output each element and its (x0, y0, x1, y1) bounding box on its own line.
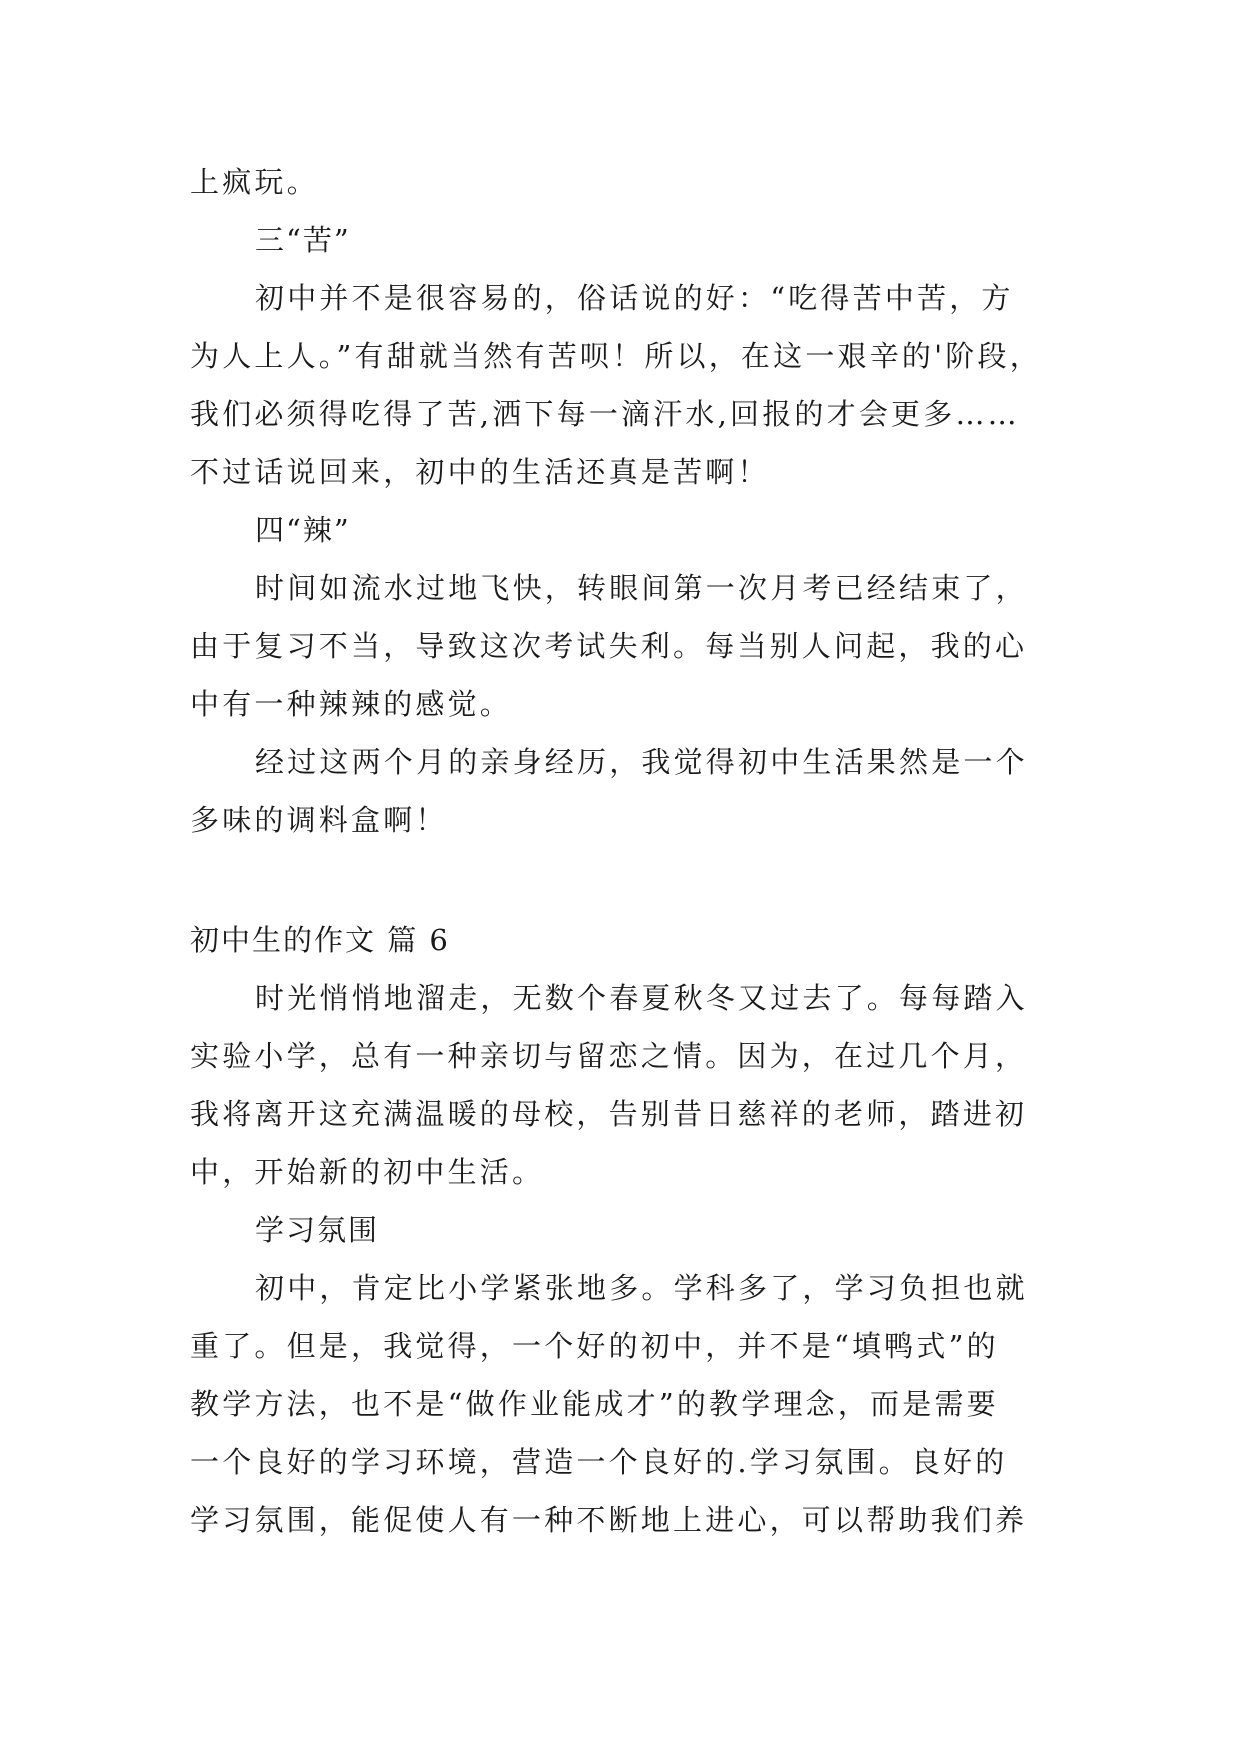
paragraph-line: 时光悄悄地溜走，无数个春夏秋冬又过去了。每每踏入 (255, 981, 1028, 1015)
paragraph-line: 重了。但是，我觉得，一个好的初中，并不是“填鸭式”的 (190, 1329, 999, 1363)
paragraph-line: 学习氛围，能促使人有一种不断地上进心，可以帮助我们养 (190, 1503, 1028, 1537)
section-heading: 三“苦” (255, 223, 351, 257)
section-heading: 四“辣” (255, 513, 351, 547)
paragraph-line: 由于复习不当，导致这次考试失利。每当别人问起，我的心 (190, 629, 1028, 663)
paragraph-line: 初中，肯定比小学紧张地多。学科多了，学习负担也就 (255, 1271, 1028, 1305)
section-heading: 学习氛围 (255, 1213, 380, 1247)
essay-title: 初中生的作文 篇 6 (190, 923, 450, 957)
paragraph-line: 中，开始新的初中生活。 (190, 1155, 545, 1189)
paragraph-line: 时间如流水过地飞快，转眼间第一次月考已经结束了， (255, 571, 1028, 605)
paragraph-line: 上疯玩。 (190, 165, 319, 199)
paragraph-line: 一个良好的学习环境，营造一个良好的.学习氛围。良好的 (190, 1445, 1008, 1479)
paragraph-line: 实验小学，总有一种亲切与留恋之情。因为，在过几个月， (190, 1039, 1028, 1073)
paragraph-line: 我们必须得吃得了苦,洒下每一滴汗水,回报的才会更多…… (190, 397, 1020, 431)
paragraph-line: 多味的调料盒啊！ (190, 803, 448, 837)
paragraph-line: 我将离开这充满温暖的母校，告别昔日慈祥的老师，踏进初 (190, 1097, 1028, 1131)
paragraph-line: 经过这两个月的亲身经历，我觉得初中生活果然是一个 (255, 745, 1028, 779)
paragraph-line: 教学方法，也不是“做作业能成才”的教学理念，而是需要 (190, 1387, 999, 1421)
paragraph-line: 不过话说回来，初中的生活还真是苦啊！ (190, 455, 770, 489)
paragraph-line: 中有一种辣辣的感觉。 (190, 687, 513, 721)
paragraph-line: 初中并不是很容易的，俗话说的好：“吃得苦中苦，方 (255, 281, 1014, 315)
paragraph-line: 为人上人。”有甜就当然有苦呗！所以，在这一艰辛的'阶段， (190, 339, 1042, 373)
